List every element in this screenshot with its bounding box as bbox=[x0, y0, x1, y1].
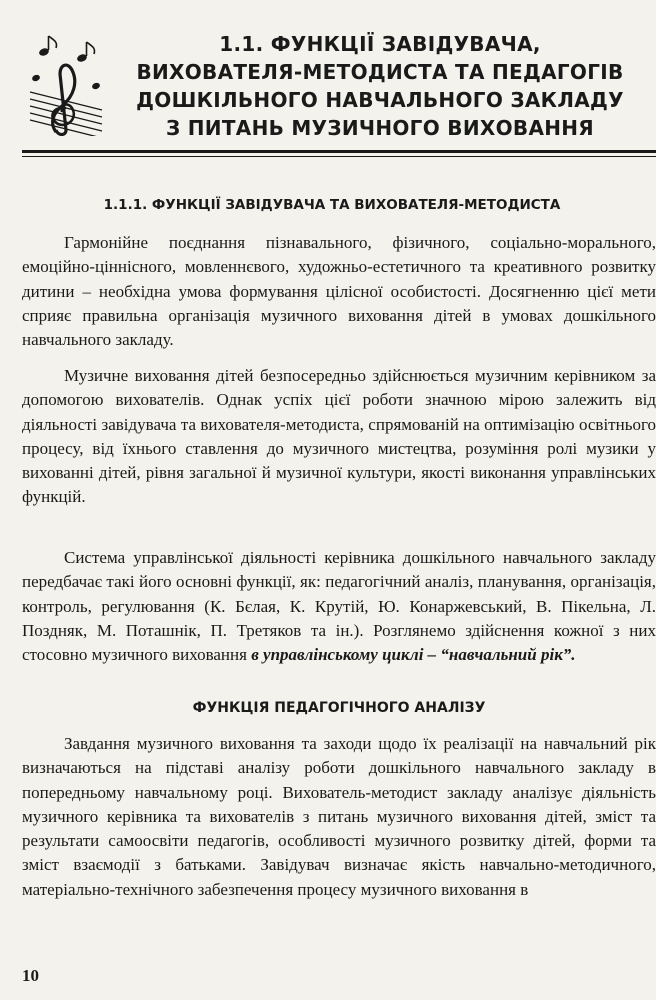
paragraph-4: Завдання музичного виховання та заходи щодо їх реалізації на навчальний рік визначаються на підставі аналізу роботи дошкільного навчального закладу в попередньому навчальному році. Вихователь-методист закладу аналізує діяльність музичного керівника та вихователів з питань музичного виховання дітей, зміст та результати самоосвіти педагогів, особливості музичного розвитку дітей, форми та зміст взаємодії з батьками. Завідувач визначає якість навчально-методичного, матеріально-технічного забезпечення процесу музичного виховання в bbox=[22, 734, 656, 899]
page-number: 10 bbox=[22, 966, 39, 985]
chapter-title-line-2: ВИХОВАТЕЛЯ-МЕТОДИСТА ТА ПЕДАГОГІВ bbox=[136, 60, 624, 84]
subheading: ФУНКЦІЯ ПЕДАГОГІЧНОГО АНАЛІЗУ bbox=[192, 700, 486, 716]
header-divider-thick bbox=[22, 150, 656, 153]
paragraph-2: Музичне виховання дітей безпосередньо здійснюється музичним керівником за допомогою вихователів. Однак успіх цієї роботи значною мірою залежить від діяльності завідувача та вихователя-методиста, спрямованій на оптимізацію освітнього процесу, від їхнього ставлення до музичного мистецтва, розуміння ролі музики у вихованні дітей, рівня загальної й музичної культури, якості виконання управлінських функцій. bbox=[22, 366, 656, 507]
header-divider-thin bbox=[22, 156, 656, 157]
paragraph-3-emphasis: в управлінському циклі – “навчальний рік”. bbox=[251, 645, 576, 665]
paragraph-3-text: Система управлінської діяльності керівника дошкільного навчального закладу передбачає такі його основні функції, як: педагогічний аналіз, планування, організація, контроль, регулювання (К. Бєлая, К. Крутій, Ю. Конаржевський, В. Пікельна, Л. Поздняк, М. Поташнік, П. Третяков та ін.). Розглянемо здійснення кожної з них стосовно музичного виховання bbox=[22, 548, 656, 665]
chapter-title-line-3: ДОШКІЛЬНОГО НАВЧАЛЬНОГО ЗАКЛАДУ bbox=[136, 88, 624, 112]
treble-clef-emblem-icon bbox=[22, 34, 110, 136]
paragraph-3 bbox=[22, 546, 656, 696]
paragraph-1: Гармонійне поєднання пізнавального, фізичного, соціально-морального, емоційно-ціннісного, мовленнєвого, художньо-естетичного та креативного розвитку дитини – необхідна умова формування цілісної особистості. Досягненню цієї мети сприяє правильна організація музичного виховання дітей в умовах дошкільного навчального закладу. bbox=[22, 233, 656, 350]
section-title: 1.1.1. ФУНКЦІЇ ЗАВІДУВАЧА ТА ВИХОВАТЕЛЯ-МЕТОДИСТА bbox=[103, 197, 561, 213]
chapter-title-line-4: З ПИТАНЬ МУЗИЧНОГО ВИХОВАННЯ bbox=[166, 116, 594, 140]
chapter-title bbox=[120, 30, 640, 142]
chapter-title-line-1: 1.1. ФУНКЦІЇ ЗАВІДУВАЧА, bbox=[219, 32, 541, 56]
